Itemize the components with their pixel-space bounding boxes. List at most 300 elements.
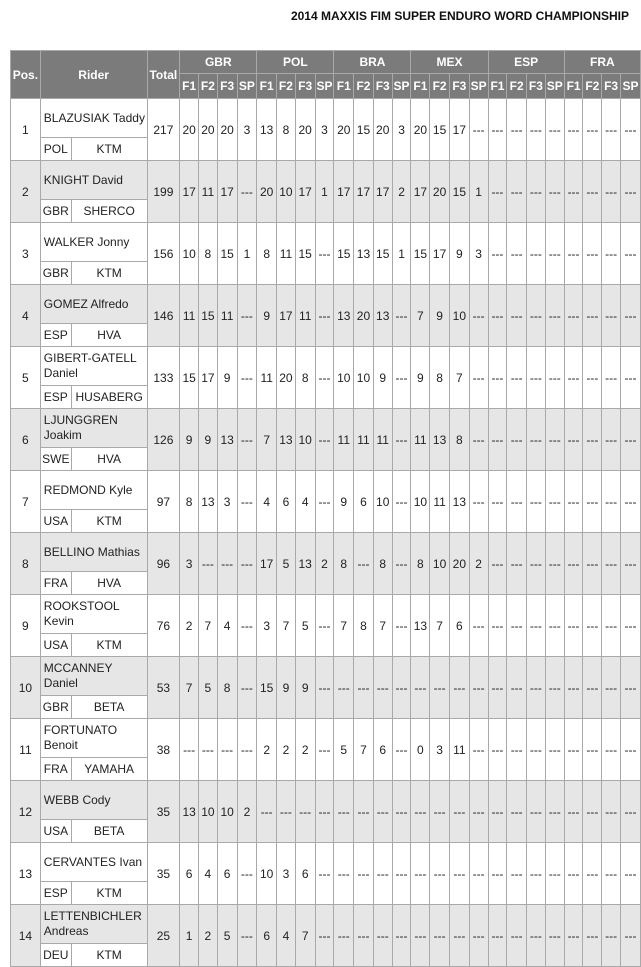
rider-meta: [40, 138, 147, 161]
score-cell: ---: [602, 905, 621, 967]
score-cell: ---: [507, 161, 527, 223]
score-cell: 6: [373, 719, 392, 781]
score-cell: 17: [217, 161, 237, 223]
header-round-mex: MEX: [411, 51, 488, 74]
score-cell: 11: [430, 471, 450, 533]
score-cell: ---: [449, 657, 469, 719]
score-cell: ---: [564, 719, 583, 781]
score-cell: ---: [564, 781, 583, 843]
score-cell: ---: [430, 843, 450, 905]
header-esp-sp: SP: [545, 74, 564, 99]
score-cell: 3: [237, 99, 257, 161]
score-cell: ---: [469, 347, 488, 409]
score-cell: ---: [527, 471, 546, 533]
score-cell: 8: [180, 471, 199, 533]
score-cell: ---: [602, 843, 621, 905]
rider-brand: KTM: [96, 266, 122, 280]
score-cell: ---: [583, 657, 602, 719]
rider-brand: BETA: [93, 824, 125, 838]
header-gbr-sp: SP: [237, 74, 257, 99]
score-cell: 13: [354, 223, 374, 285]
total-cell: 97: [147, 471, 180, 533]
score-cell: 9: [411, 347, 430, 409]
score-cell: ---: [449, 781, 469, 843]
score-cell: 20: [449, 533, 469, 595]
table-row: [11, 99, 641, 138]
total-cell: 96: [147, 533, 180, 595]
rider-brand: KTM: [96, 514, 122, 528]
score-cell: ---: [602, 409, 621, 471]
score-cell: 6: [449, 595, 469, 657]
score-cell: ---: [527, 347, 546, 409]
score-cell: ---: [237, 719, 257, 781]
header-round-esp: ESP: [488, 51, 564, 74]
pos-cell: 12: [11, 781, 41, 843]
score-cell: ---: [449, 905, 469, 967]
header-fra-f1: F1: [564, 74, 583, 99]
score-cell: ---: [354, 781, 374, 843]
score-cell: ---: [237, 285, 257, 347]
table-row: [11, 595, 641, 634]
header-bra-f3: F3: [373, 74, 392, 99]
score-cell: ---: [583, 471, 602, 533]
score-cell: 3: [277, 843, 296, 905]
score-cell: ---: [545, 905, 564, 967]
score-cell: 11: [334, 409, 354, 471]
score-cell: ---: [620, 223, 640, 285]
score-cell: 13: [277, 409, 296, 471]
score-cell: ---: [469, 99, 488, 161]
score-cell: ---: [277, 781, 296, 843]
score-cell: ---: [449, 843, 469, 905]
score-cell: 8: [199, 223, 218, 285]
score-cell: ---: [602, 285, 621, 347]
score-cell: ---: [583, 595, 602, 657]
rider-brand: KTM: [96, 638, 122, 652]
rider-meta: [40, 448, 147, 471]
rider-country: GBR: [41, 200, 72, 222]
score-cell: ---: [315, 843, 334, 905]
score-cell: ---: [583, 409, 602, 471]
score-cell: ---: [392, 843, 411, 905]
rider-meta: [40, 634, 147, 657]
score-cell: ---: [527, 843, 546, 905]
score-cell: ---: [564, 347, 583, 409]
pos-cell: 3: [11, 223, 41, 285]
score-cell: 8: [354, 595, 374, 657]
score-cell: ---: [507, 471, 527, 533]
rider-country: USA: [41, 510, 72, 532]
table-row: [11, 843, 641, 882]
header-pol-sp: SP: [315, 74, 334, 99]
score-cell: 20: [430, 161, 450, 223]
score-cell: ---: [257, 781, 277, 843]
table-row: [11, 657, 641, 696]
rider-name: CERVANTES Ivan: [40, 843, 147, 882]
header-mex-sp: SP: [469, 74, 488, 99]
rider-brand: SHERCO: [83, 204, 135, 218]
score-cell: ---: [199, 533, 218, 595]
score-cell: 4: [199, 843, 218, 905]
score-cell: 3: [315, 99, 334, 161]
rider-name: ROOKSTOOL Kevin: [40, 595, 147, 634]
score-cell: 13: [257, 99, 277, 161]
score-cell: 13: [180, 781, 199, 843]
rider-brand: HVA: [97, 452, 122, 466]
score-cell: ---: [488, 161, 507, 223]
score-cell: 9: [295, 657, 315, 719]
score-cell: ---: [488, 905, 507, 967]
score-cell: ---: [583, 161, 602, 223]
score-cell: ---: [354, 843, 374, 905]
score-cell: ---: [507, 843, 527, 905]
rider-name: LETTENBICHLER Andreas: [40, 905, 147, 944]
score-cell: 3: [392, 99, 411, 161]
score-cell: ---: [545, 99, 564, 161]
rider-country: ESP: [41, 386, 72, 408]
score-cell: 10: [449, 285, 469, 347]
score-cell: 5: [199, 657, 218, 719]
rider-name: FORTUNATO Benoit: [40, 719, 147, 758]
score-cell: ---: [620, 285, 640, 347]
score-cell: ---: [527, 223, 546, 285]
score-cell: 9: [449, 223, 469, 285]
rider-country: GBR: [41, 696, 72, 718]
total-cell: 146: [147, 285, 180, 347]
score-cell: ---: [488, 223, 507, 285]
score-cell: ---: [583, 533, 602, 595]
header-pos: Pos.: [11, 51, 41, 99]
header-esp-f3: F3: [527, 74, 546, 99]
score-cell: ---: [199, 719, 218, 781]
score-cell: ---: [583, 99, 602, 161]
score-cell: ---: [354, 905, 374, 967]
score-cell: ---: [315, 719, 334, 781]
score-cell: 7: [354, 719, 374, 781]
score-cell: 10: [354, 347, 374, 409]
score-cell: ---: [545, 781, 564, 843]
score-cell: ---: [334, 905, 354, 967]
score-cell: 17: [449, 99, 469, 161]
header-gbr-f2: F2: [199, 74, 218, 99]
score-cell: ---: [620, 347, 640, 409]
score-cell: 5: [334, 719, 354, 781]
rider-name: GOMEZ Alfredo: [40, 285, 147, 324]
score-cell: 13: [449, 471, 469, 533]
score-cell: 8: [257, 223, 277, 285]
score-cell: 6: [295, 843, 315, 905]
rider-meta: [40, 262, 147, 285]
score-cell: ---: [545, 223, 564, 285]
score-cell: ---: [545, 285, 564, 347]
header-bra-sp: SP: [392, 74, 411, 99]
header-round-fra: FRA: [564, 51, 640, 74]
score-cell: ---: [602, 719, 621, 781]
score-cell: 8: [449, 409, 469, 471]
score-cell: ---: [507, 347, 527, 409]
score-cell: 5: [295, 595, 315, 657]
score-cell: 3: [217, 471, 237, 533]
score-cell: ---: [469, 905, 488, 967]
score-cell: ---: [411, 657, 430, 719]
score-cell: 11: [277, 223, 296, 285]
rider-country: ESP: [41, 882, 72, 904]
table-row: [11, 471, 641, 510]
score-cell: ---: [545, 471, 564, 533]
score-cell: 20: [199, 99, 218, 161]
rider-name: MCCANNEY Daniel: [40, 657, 147, 696]
score-cell: 4: [257, 471, 277, 533]
score-cell: ---: [583, 781, 602, 843]
score-cell: ---: [469, 781, 488, 843]
score-cell: 15: [180, 347, 199, 409]
score-cell: ---: [527, 409, 546, 471]
score-cell: ---: [545, 719, 564, 781]
score-cell: 7: [334, 595, 354, 657]
rider-name: WEBB Cody: [40, 781, 147, 820]
score-cell: ---: [392, 781, 411, 843]
score-cell: ---: [392, 471, 411, 533]
score-cell: ---: [180, 719, 199, 781]
score-cell: ---: [602, 161, 621, 223]
score-cell: 2: [199, 905, 218, 967]
score-cell: 8: [334, 533, 354, 595]
score-cell: ---: [392, 347, 411, 409]
score-cell: ---: [564, 657, 583, 719]
score-cell: ---: [583, 843, 602, 905]
score-cell: ---: [392, 409, 411, 471]
score-cell: 8: [373, 533, 392, 595]
total-cell: 133: [147, 347, 180, 409]
score-cell: ---: [373, 843, 392, 905]
total-cell: 25: [147, 905, 180, 967]
score-cell: 7: [449, 347, 469, 409]
score-cell: 7: [295, 905, 315, 967]
total-cell: 38: [147, 719, 180, 781]
rider-name: LJUNGGREN Joakim: [40, 409, 147, 448]
score-cell: ---: [527, 99, 546, 161]
score-cell: ---: [373, 657, 392, 719]
score-cell: ---: [488, 99, 507, 161]
score-cell: ---: [545, 409, 564, 471]
score-cell: 15: [295, 223, 315, 285]
score-cell: ---: [373, 905, 392, 967]
header-mex-f1: F1: [411, 74, 430, 99]
score-cell: ---: [564, 533, 583, 595]
score-cell: ---: [507, 285, 527, 347]
score-cell: ---: [354, 533, 374, 595]
score-cell: ---: [488, 471, 507, 533]
score-cell: ---: [545, 161, 564, 223]
score-cell: ---: [620, 595, 640, 657]
score-cell: ---: [545, 533, 564, 595]
score-cell: ---: [564, 99, 583, 161]
header-pol-f3: F3: [295, 74, 315, 99]
score-cell: ---: [620, 719, 640, 781]
rider-country: USA: [41, 820, 72, 842]
score-cell: 15: [217, 223, 237, 285]
score-cell: ---: [620, 781, 640, 843]
score-cell: ---: [430, 781, 450, 843]
table-row: [11, 347, 641, 386]
score-cell: 13: [217, 409, 237, 471]
score-cell: 6: [217, 843, 237, 905]
score-cell: ---: [620, 905, 640, 967]
header-bra-f2: F2: [354, 74, 374, 99]
score-cell: 2: [392, 161, 411, 223]
score-cell: 2: [469, 533, 488, 595]
score-cell: ---: [488, 657, 507, 719]
score-cell: 7: [277, 595, 296, 657]
pos-cell: 11: [11, 719, 41, 781]
score-cell: ---: [564, 161, 583, 223]
score-cell: ---: [488, 595, 507, 657]
score-cell: 17: [373, 161, 392, 223]
score-cell: 17: [257, 533, 277, 595]
score-cell: ---: [315, 409, 334, 471]
table-row: [11, 223, 641, 262]
score-cell: 10: [257, 843, 277, 905]
total-cell: 217: [147, 99, 180, 161]
score-cell: 9: [373, 347, 392, 409]
score-cell: 6: [257, 905, 277, 967]
standings-table-container: [10, 50, 641, 962]
score-cell: ---: [430, 905, 450, 967]
score-cell: 15: [354, 99, 374, 161]
score-cell: ---: [392, 285, 411, 347]
score-cell: 5: [217, 905, 237, 967]
score-cell: ---: [469, 409, 488, 471]
score-cell: ---: [602, 471, 621, 533]
total-cell: 35: [147, 843, 180, 905]
rider-meta: [40, 820, 147, 843]
score-cell: 15: [257, 657, 277, 719]
score-cell: ---: [488, 843, 507, 905]
score-cell: 10: [295, 409, 315, 471]
rider-meta: [40, 882, 147, 905]
rider-country: ESP: [41, 324, 72, 346]
score-cell: ---: [583, 347, 602, 409]
score-cell: 9: [217, 347, 237, 409]
score-cell: ---: [527, 781, 546, 843]
total-cell: 53: [147, 657, 180, 719]
score-cell: 15: [373, 223, 392, 285]
score-cell: 10: [373, 471, 392, 533]
total-cell: 76: [147, 595, 180, 657]
score-cell: ---: [469, 471, 488, 533]
rider-meta: [40, 200, 147, 223]
score-cell: ---: [602, 223, 621, 285]
score-cell: ---: [564, 285, 583, 347]
rider-country: FRA: [41, 758, 72, 780]
rider-name: GIBERT-GATELL Daniel: [40, 347, 147, 386]
rider-name: KNIGHT David: [40, 161, 147, 200]
rider-meta: [40, 324, 147, 347]
score-cell: 8: [411, 533, 430, 595]
pos-cell: 5: [11, 347, 41, 409]
score-cell: 9: [199, 409, 218, 471]
score-cell: 11: [199, 161, 218, 223]
rider-brand: KTM: [96, 948, 122, 962]
score-cell: ---: [602, 781, 621, 843]
score-cell: ---: [334, 781, 354, 843]
score-cell: ---: [392, 719, 411, 781]
score-cell: 4: [217, 595, 237, 657]
pos-cell: 1: [11, 99, 41, 161]
score-cell: 10: [411, 471, 430, 533]
score-cell: ---: [488, 409, 507, 471]
page-title: 2014 MAXXIS FIM SUPER ENDURO WORD CHAMPIONSHIP: [290, 9, 629, 23]
rider-brand: BETA: [93, 700, 125, 714]
score-cell: ---: [545, 595, 564, 657]
score-cell: ---: [237, 409, 257, 471]
score-cell: ---: [527, 595, 546, 657]
score-cell: 11: [217, 285, 237, 347]
score-cell: 15: [199, 285, 218, 347]
score-cell: ---: [334, 657, 354, 719]
rider-meta: [40, 944, 147, 967]
score-cell: 8: [277, 99, 296, 161]
score-cell: ---: [620, 161, 640, 223]
rider-country: USA: [41, 634, 72, 656]
rider-meta: [40, 386, 147, 409]
score-cell: ---: [564, 223, 583, 285]
score-cell: 6: [180, 843, 199, 905]
header-round-pol: POL: [257, 51, 334, 74]
header-total: Total: [147, 51, 180, 99]
pos-cell: 6: [11, 409, 41, 471]
pos-cell: 13: [11, 843, 41, 905]
score-cell: ---: [527, 905, 546, 967]
score-cell: ---: [545, 347, 564, 409]
score-cell: 20: [257, 161, 277, 223]
score-cell: ---: [373, 781, 392, 843]
score-cell: ---: [583, 285, 602, 347]
score-cell: ---: [469, 843, 488, 905]
score-cell: ---: [602, 657, 621, 719]
header-esp-f2: F2: [507, 74, 527, 99]
score-cell: ---: [392, 533, 411, 595]
score-cell: 4: [295, 471, 315, 533]
score-cell: 17: [180, 161, 199, 223]
rider-brand: KTM: [96, 886, 122, 900]
score-cell: 20: [354, 285, 374, 347]
header-round-gbr: GBR: [180, 51, 257, 74]
score-cell: 6: [354, 471, 374, 533]
header-esp-f1: F1: [488, 74, 507, 99]
score-cell: ---: [217, 533, 237, 595]
score-cell: 11: [354, 409, 374, 471]
score-cell: ---: [545, 843, 564, 905]
score-cell: 15: [449, 161, 469, 223]
score-cell: 17: [199, 347, 218, 409]
score-cell: ---: [237, 161, 257, 223]
score-cell: ---: [315, 471, 334, 533]
score-cell: ---: [411, 843, 430, 905]
score-cell: 10: [199, 781, 218, 843]
score-cell: ---: [602, 595, 621, 657]
total-cell: 156: [147, 223, 180, 285]
score-cell: 11: [180, 285, 199, 347]
score-cell: ---: [237, 471, 257, 533]
score-cell: ---: [507, 781, 527, 843]
score-cell: ---: [411, 905, 430, 967]
score-cell: 10: [217, 781, 237, 843]
score-cell: 13: [334, 285, 354, 347]
score-cell: 3: [430, 719, 450, 781]
score-cell: 15: [411, 223, 430, 285]
score-cell: 8: [217, 657, 237, 719]
